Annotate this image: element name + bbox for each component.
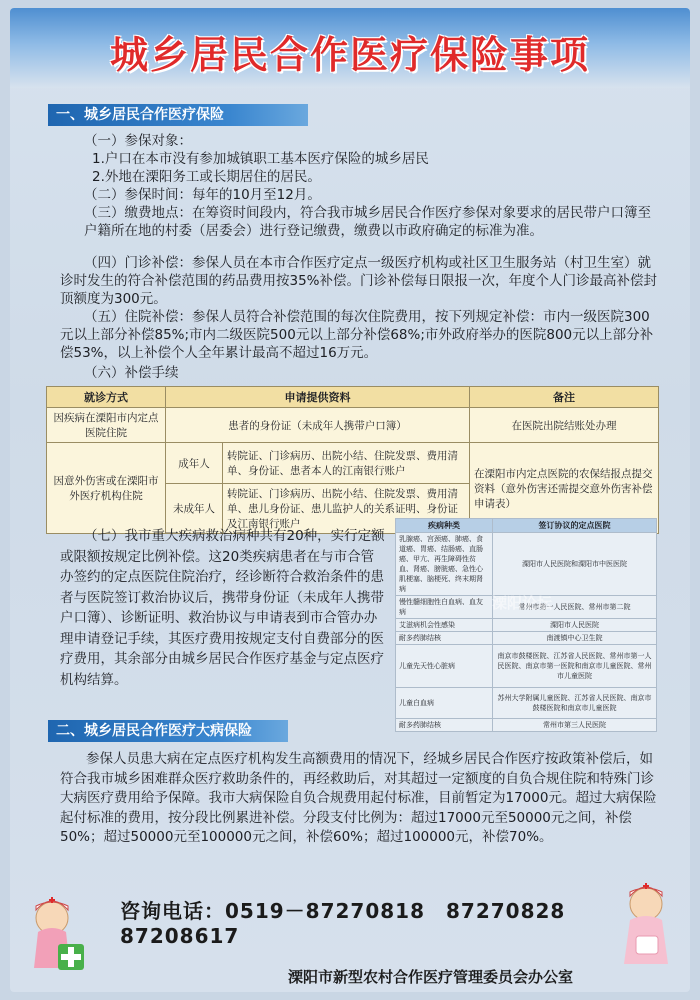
table-cell: 儿童白血病 [396, 688, 493, 719]
section1-p7 [60, 526, 386, 690]
section1-p1 [84, 132, 644, 186]
table-cell: 艾滋病机会性感染 [396, 619, 493, 632]
table-cell: 耐多药肺结核 [396, 632, 493, 645]
table-row [396, 645, 657, 688]
contact-label: 咨询电话： [120, 899, 225, 923]
table-header: 备注 [470, 387, 659, 408]
p1-line2: 2.外地在溧阳务工或长期居住的居民。 [92, 169, 321, 185]
page-title: 城乡居民合作医疗保险事项 [109, 32, 590, 77]
table-row [396, 688, 657, 719]
footer-issuer: 溧阳市新型农村合作医疗管理委员会办公室 [288, 968, 574, 986]
table-header: 申请提供资料 [166, 387, 470, 408]
table-cell: 转院证、门诊病历、出院小结、住院发票、费用清单、患儿身份证、患儿监护人的关系证明、身份证及江南银行账户 [223, 484, 470, 534]
table-cell: 未成年人 [166, 484, 223, 534]
table-cell: 溧阳市人民医院 [493, 619, 657, 632]
table-cell: 在医院出院结账处办理 [470, 408, 659, 443]
table-cell: 成年人 [166, 443, 223, 484]
nurse-illustration-left-icon [22, 888, 94, 978]
section1-heading: 一、城乡居民合作医疗保险 [48, 104, 308, 126]
table-cell: 因意外伤害或在溧阳市外医疗机构住院 [47, 443, 166, 534]
table-row [396, 719, 657, 732]
p2-text: （二）参保时间：每年的10月至12月。 [84, 187, 321, 203]
p3-text: （三）缴费地点：在筹资时间段内，符合我市城乡居民合作医疗参保对象要求的居民带户口簿至户籍所在地的村委（居委会）进行登记缴费，缴费以市政府确定的标准为准。 [84, 205, 651, 239]
table-cell: 患者的身份证（未成年人携带户口簿） [166, 408, 470, 443]
table-cell: 常州市第三人民医院 [493, 719, 657, 732]
table-cell: 儿童先天性心脏病 [396, 645, 493, 688]
section1-p2 [84, 186, 654, 204]
claim-procedure-table [46, 386, 659, 534]
table-header: 疾病种类 [396, 519, 493, 533]
section2-text: 参保人员患大病在定点医疗机构发生高额费用的情况下，经城乡居民合作医疗按政策补偿后，如符合我市城乡困难群众医疗救助条件的，再经救助后，对其超过一定额度的自负合规住院和特殊门诊大病医疗费用给予保障。我市大病保险自负合规费用起付标准，目前暂定为17000元。超过大病保险起付标准的费用，按分段比例累进补偿。分段支付比例为：超过17000元至50000元之间，补偿50%；超过50000元至100000元之间，补偿60%；超过100000元，补偿70%。 [60, 751, 657, 845]
section2-heading: 二、城乡居民合作医疗大病保险 [48, 720, 288, 742]
table-cell: 在溧阳市内定点医院的农保结报点提交资料（意外伤害还需提交意外伤害补偿申请表） [470, 443, 659, 534]
section1-p5 [60, 308, 658, 362]
table-cell: 乳腺癌、宫颈癌、肺癌、食道癌、胃癌、结肠癌、直肠癌、甲亢、再生障碍性贫血、肾癌、膀胱癌、急性心肌梗塞、脑梗死、终末期肾病 [396, 533, 493, 596]
p1-label: （一）参保对象： [84, 133, 192, 149]
p7-text: （七）我市重大疾病救治病种共有20种，实行定额或限额按规定比例补偿。这20类疾病患者在与市合管办签约的定点医院住院治疗，经诊断符合救治条件的患者与医院签订救治协议后，携带身份证（未成年人携带户口簿）、诊断证明、救治协议与申请表到市合管办办理申请登记手续，其医疗费用按规定支付自费部分的医疗费用，其余部分由城乡居民合作医疗基金与定点医疗机构结算。 [60, 528, 385, 688]
table-cell: 溧阳市人民医院和溧阳市中医医院 [493, 533, 657, 596]
table-row [396, 632, 657, 645]
table-header: 签订协议的定点医院 [493, 519, 657, 533]
contact-phone [120, 895, 690, 948]
p4-text: （四）门诊补偿：参保人员在本市合作医疗定点一级医疗机构或社区卫生服务站（村卫生室）就诊时发生的符合补偿范围的药品费用按35%补偿。门诊补偿每日限报一次，年度个人门诊最高补偿封顶额度为300元。 [60, 255, 658, 307]
watermark: 溧阳论坛 [492, 594, 553, 612]
p6-text: （六）补偿手续 [84, 365, 179, 381]
table-cell: 南渡镇中心卫生院 [493, 632, 657, 645]
table-cell: 慢性髓细胞性白血病、血友病 [396, 596, 493, 619]
table-header: 就诊方式 [47, 387, 166, 408]
poster [10, 8, 690, 992]
table-cell: 南京市鼓楼医院、江苏省人民医院、常州市第一人民医院、南京市第一医院和南京市儿童医院、常州市儿童医院 [493, 645, 657, 688]
table-row [396, 619, 657, 632]
section1-p4 [60, 254, 658, 308]
table-cell: 因疾病在溧阳市内定点医院住院 [47, 408, 166, 443]
section2-p1 [60, 750, 658, 848]
p1-line1: 1.户口在本市没有参加城镇职工基本医疗保险的城乡居民 [92, 151, 429, 167]
disease-table [395, 518, 657, 732]
table-row [47, 408, 659, 443]
contact-numbers: 0519－87270818 87270828 87208617 [120, 899, 587, 948]
table-cell: 转院证、门诊病历、出院小结、住院发票、费用清单、身份证、患者本人的江南银行账户 [223, 443, 470, 484]
section1-p3 [84, 204, 654, 240]
section1-p6 [84, 364, 284, 382]
table-row [47, 443, 659, 484]
table-row [396, 533, 657, 596]
table-cell: 常州市第一人民医院、常州市第二院 [493, 596, 657, 619]
table-cell: 苏州大学附属儿童医院、江苏省人民医院、南京市鼓楼医院和南京市儿童医院 [493, 688, 657, 719]
p5-text: （五）住院补偿：参保人员符合补偿范围的每次住院费用，按下列规定补偿：市内一级医院300元以上部分补偿85%;市内二级医院500元以上部分补偿68%;市外政府举办的医院800元以上部分补偿53%，以上补偿个人全年累计最高不超过16万元。 [60, 309, 654, 361]
table-cell: 耐多药肺结核 [396, 719, 493, 732]
